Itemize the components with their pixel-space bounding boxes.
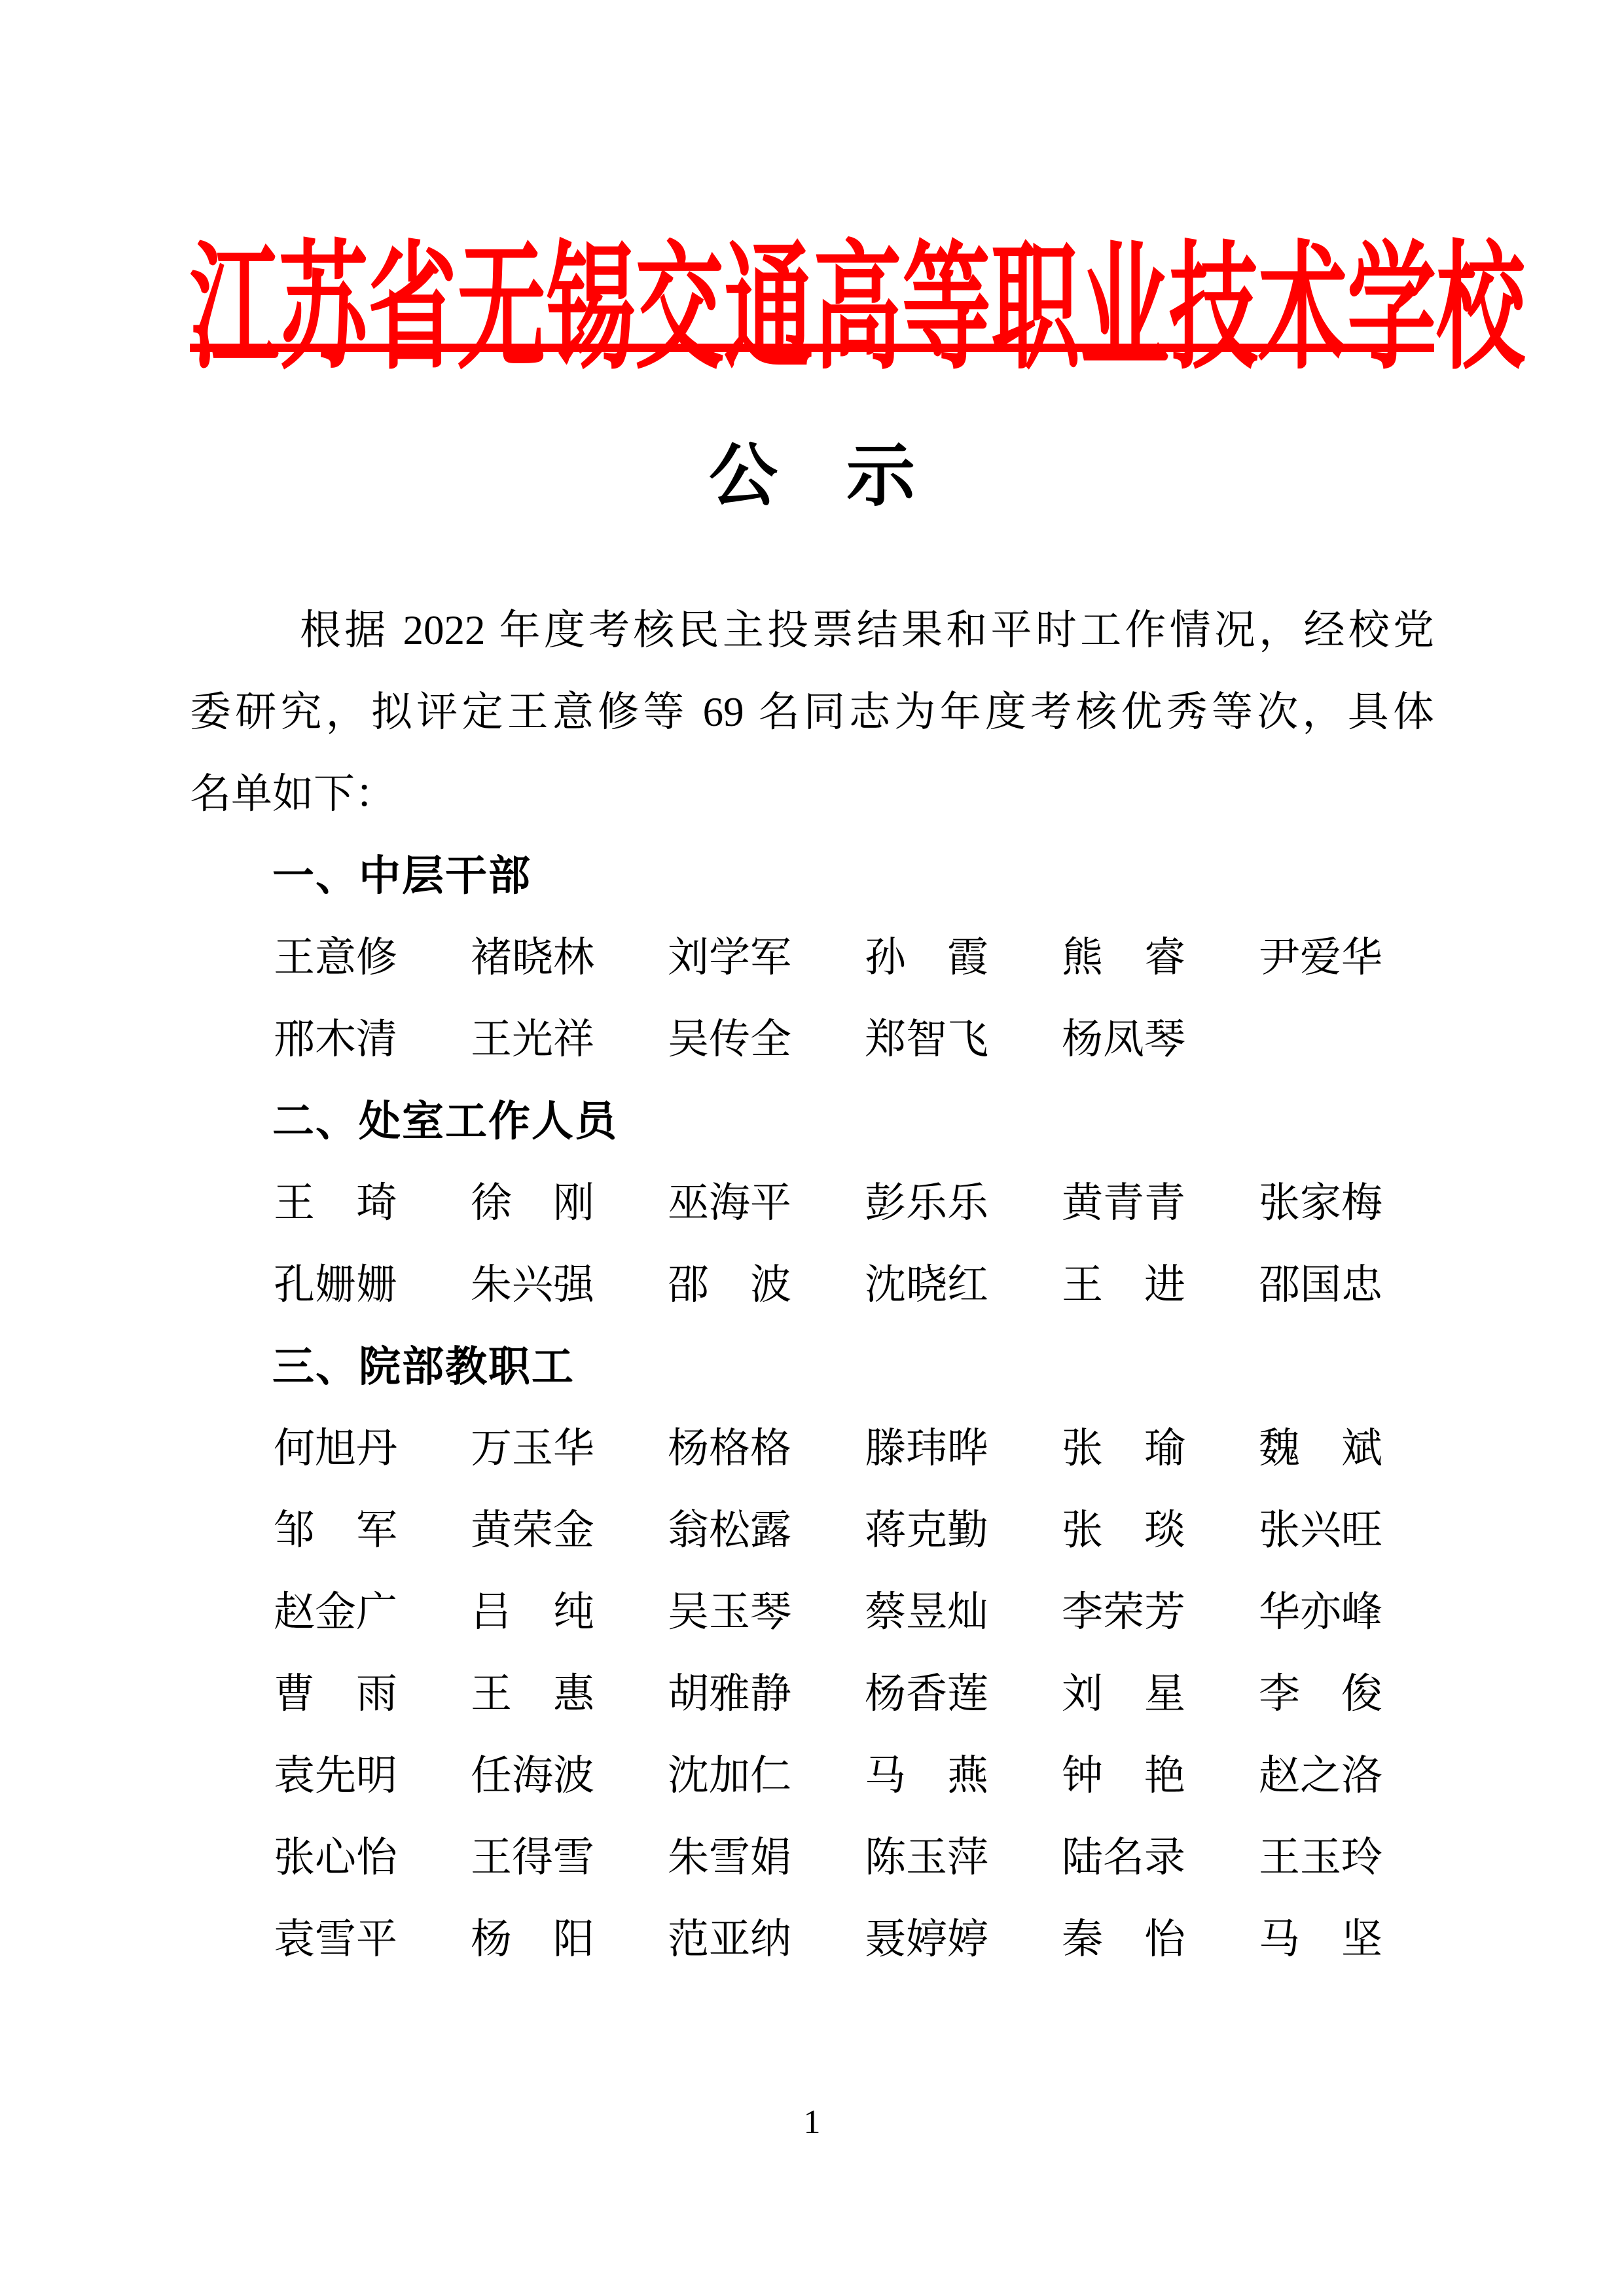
section-heading: 一、中层干部 — [272, 852, 532, 900]
name-cell: 邵国忠 — [1259, 1262, 1382, 1308]
name-cell: 郑智飞 — [865, 1016, 988, 1063]
name-cell: 杨凤琴 — [1062, 1016, 1185, 1063]
intro-line-1: 根据 2022 年度考核民主投票结果和平时工作情况，经校党 — [300, 607, 1434, 654]
name-cell: 张 琰 — [1062, 1507, 1185, 1554]
name-row — [274, 917, 1434, 999]
name-cell: 马 燕 — [865, 1753, 988, 1799]
name-cell: 王得雪 — [471, 1835, 594, 1881]
section-middle-level-cadres — [190, 835, 1434, 1081]
section-office-staff — [190, 1081, 1434, 1326]
name-cell: 王 惠 — [471, 1671, 594, 1717]
name-cell: 华亦峰 — [1259, 1589, 1382, 1636]
name-cell: 袁雪平 — [274, 1916, 397, 1963]
name-row — [274, 1408, 1434, 1490]
school-banner — [190, 196, 1525, 386]
name-cell: 赵之洛 — [1259, 1753, 1382, 1799]
name-cell: 袁先明 — [274, 1753, 397, 1799]
name-cell: 沈加仁 — [668, 1753, 791, 1799]
name-row — [274, 1899, 1434, 1981]
name-cell: 魏 斌 — [1259, 1426, 1382, 1472]
name-cell: 蒋克勤 — [865, 1507, 988, 1554]
name-cell: 陆名录 — [1062, 1835, 1185, 1881]
name-cell: 李荣芳 — [1062, 1589, 1185, 1636]
name-cell: 钟 艳 — [1062, 1753, 1185, 1799]
name-row — [274, 1162, 1434, 1244]
intro-line-3: 名单如下： — [190, 771, 396, 817]
name-row — [274, 1571, 1434, 1653]
name-cell: 曹 雨 — [274, 1671, 397, 1717]
name-cell: 秦 怡 — [1062, 1916, 1185, 1963]
name-row — [274, 1817, 1434, 1899]
name-cell: 何旭丹 — [274, 1426, 397, 1472]
name-cell: 熊 睿 — [1062, 935, 1185, 981]
section-heading: 三、院部教职工 — [272, 1343, 575, 1391]
name-cell: 朱兴强 — [471, 1262, 594, 1308]
section-heading: 二、处室工作人员 — [272, 1098, 618, 1145]
name-cell: 巫海平 — [668, 1180, 791, 1227]
name-cell: 滕玮晔 — [865, 1426, 988, 1472]
name-row — [274, 1490, 1434, 1571]
page-number: 1 — [803, 2104, 821, 2141]
name-cell: 聂婷婷 — [865, 1916, 988, 1963]
name-cell: 万玉华 — [471, 1426, 594, 1472]
name-cell: 孔姗姗 — [274, 1262, 397, 1308]
name-cell: 孙 霞 — [865, 935, 988, 981]
name-cell: 沈晓红 — [865, 1262, 988, 1308]
name-cell: 褚晓林 — [471, 935, 594, 981]
name-cell: 张心怡 — [274, 1835, 397, 1881]
name-cell: 张兴旺 — [1259, 1507, 1382, 1554]
name-cell: 李 俊 — [1259, 1671, 1382, 1717]
name-cell: 翁松露 — [668, 1507, 791, 1554]
name-cell: 胡雅静 — [668, 1671, 791, 1717]
name-cell: 杨格格 — [668, 1426, 791, 1472]
section-faculty-staff — [190, 1326, 1434, 1981]
name-cell: 王玉玲 — [1259, 1835, 1382, 1881]
name-row — [274, 1244, 1434, 1326]
name-cell: 刘学军 — [668, 935, 791, 981]
name-cell: 杨 阳 — [471, 1916, 594, 1963]
name-cell: 邹 军 — [274, 1507, 397, 1554]
name-cell: 王 琦 — [274, 1180, 397, 1227]
name-cell: 王 进 — [1062, 1262, 1185, 1308]
name-cell: 马 坚 — [1259, 1916, 1382, 1963]
name-cell: 杨香莲 — [865, 1671, 988, 1717]
school-title: 江苏省无锡交通高等职业技术学校 — [190, 234, 1525, 386]
name-cell: 王意修 — [274, 935, 397, 981]
name-cell: 赵金广 — [274, 1589, 397, 1636]
name-cell: 张 瑜 — [1062, 1426, 1185, 1472]
doc-title: 公 示 — [708, 438, 915, 514]
name-cell: 徐 刚 — [471, 1180, 594, 1227]
name-cell: 任海波 — [471, 1753, 594, 1799]
name-cell: 朱雪娟 — [668, 1835, 791, 1881]
name-cell: 彭乐乐 — [865, 1180, 988, 1227]
name-cell: 陈玉萍 — [865, 1835, 988, 1881]
intro-line-2: 委研究，拟评定王意修等 69 名同志为年度考核优秀等次，具体 — [190, 689, 1434, 736]
name-cell: 邢木清 — [274, 1016, 397, 1063]
name-row — [274, 999, 1434, 1081]
name-row — [274, 1653, 1434, 1735]
name-cell: 刘 星 — [1062, 1671, 1185, 1717]
name-cell: 吴传全 — [668, 1016, 791, 1063]
intro-paragraph — [190, 590, 1434, 835]
name-cell: 蔡昱灿 — [865, 1589, 988, 1636]
name-cell: 吴玉琴 — [668, 1589, 791, 1636]
name-cell: 张家梅 — [1259, 1180, 1382, 1227]
name-cell: 尹爱华 — [1259, 935, 1382, 981]
name-cell: 范亚纳 — [668, 1916, 791, 1963]
name-cell: 邵 波 — [668, 1262, 791, 1308]
name-cell: 黄荣金 — [471, 1507, 594, 1554]
name-cell: 吕 纯 — [471, 1589, 594, 1636]
name-row — [274, 1735, 1434, 1817]
name-cell: 王光祥 — [471, 1016, 594, 1063]
name-cell: 黄青青 — [1062, 1180, 1185, 1227]
